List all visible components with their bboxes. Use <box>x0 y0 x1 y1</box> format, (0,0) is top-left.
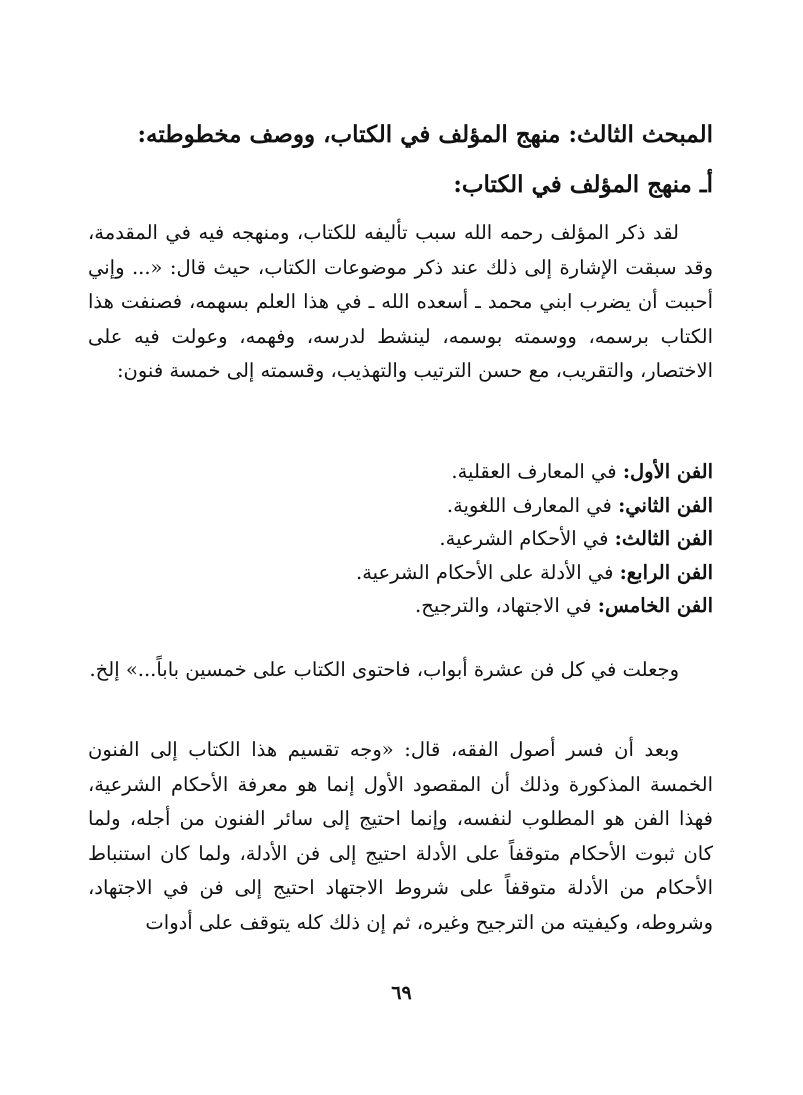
fan-title: الفن الثالث: <box>614 527 713 550</box>
fan-description: في الأدلة على الأحكام الشرعية. <box>356 560 620 584</box>
fan-title: الفن الثاني: <box>618 493 713 517</box>
fan-description: في الاجتهاد، والترجيح. <box>415 594 598 617</box>
fan-title: الفن الأول: <box>622 460 713 483</box>
fan-description: في الأحكام الشرعية. <box>439 527 615 550</box>
division-paragraph: وبعد أن فسر أصول الفقه، قال: «وجه تقسيم هذا الكتاب إلى الفنون الخمسة المذكورة وذلك أن المقصود الأول إنما هو معرفة الأحكام الشرعية، فهذا الفن هو المطلوب لنفسه، وإنما احتيج إلى سائر الفنون من أجله، ولما كان ثبوت الأحكام متوقفاً على الأدلة احتيج إلى فن الأدلة، ولما كان استنباط الأحكام من الأدلة متوقفاً على شروط الاجتهاد احتيج إلى فن في الاجتهاد، وشروطه، وكيفيته من الترجيح وغيره، ثم إن ذلك كله يتوقف على أدوات <box>88 738 713 934</box>
fan-item-1 <box>88 455 713 489</box>
subsection-heading: أـ منهج المؤلف في الكتاب: <box>453 171 713 198</box>
fan-item-5 <box>88 589 713 623</box>
section-heading: المبحث الثالث: منهج المؤلف في الكتاب، ووصف مخطوطته: <box>137 121 713 148</box>
fan-title: الفن الرابع: <box>619 560 713 584</box>
fan-item-2 <box>88 489 713 523</box>
chapters-paragraph: وجعلت في كل فن عشرة أبواب، فاحتوى الكتاب على خمسين باباً...» إلخ. <box>89 658 679 681</box>
fan-description: في المعارف العقلية. <box>451 460 623 483</box>
page-number: ٦٩ <box>391 982 412 1004</box>
funun-list <box>88 455 713 623</box>
intro-paragraph: لقد ذكر المؤلف رحمه الله سبب تأليفه للكتاب، ومنهجه فيه في المقدمة، وقد سبقت الإشارة إلى ذلك عند ذكر موضوعات الكتاب، حيث قال: «... وإني أحببت أن يضرب ابني محمد ـ أسعده الله ـ في هذا العلم بسهمه، فصنفت هذا الكتاب برسمه، ووسمته بوسمه، لينشط لدرسه، وفهمه، وعولت فيه على الاختصار، والتقريب، مع حسن الترتيب والتهذيب، وقسمته إلى خمسة فنون: <box>88 221 713 382</box>
fan-description: في المعارف اللغوية. <box>446 493 619 517</box>
fan-item-3 <box>88 522 713 556</box>
fan-item-4 <box>88 556 713 590</box>
fan-title: الفن الخامس: <box>597 594 713 617</box>
